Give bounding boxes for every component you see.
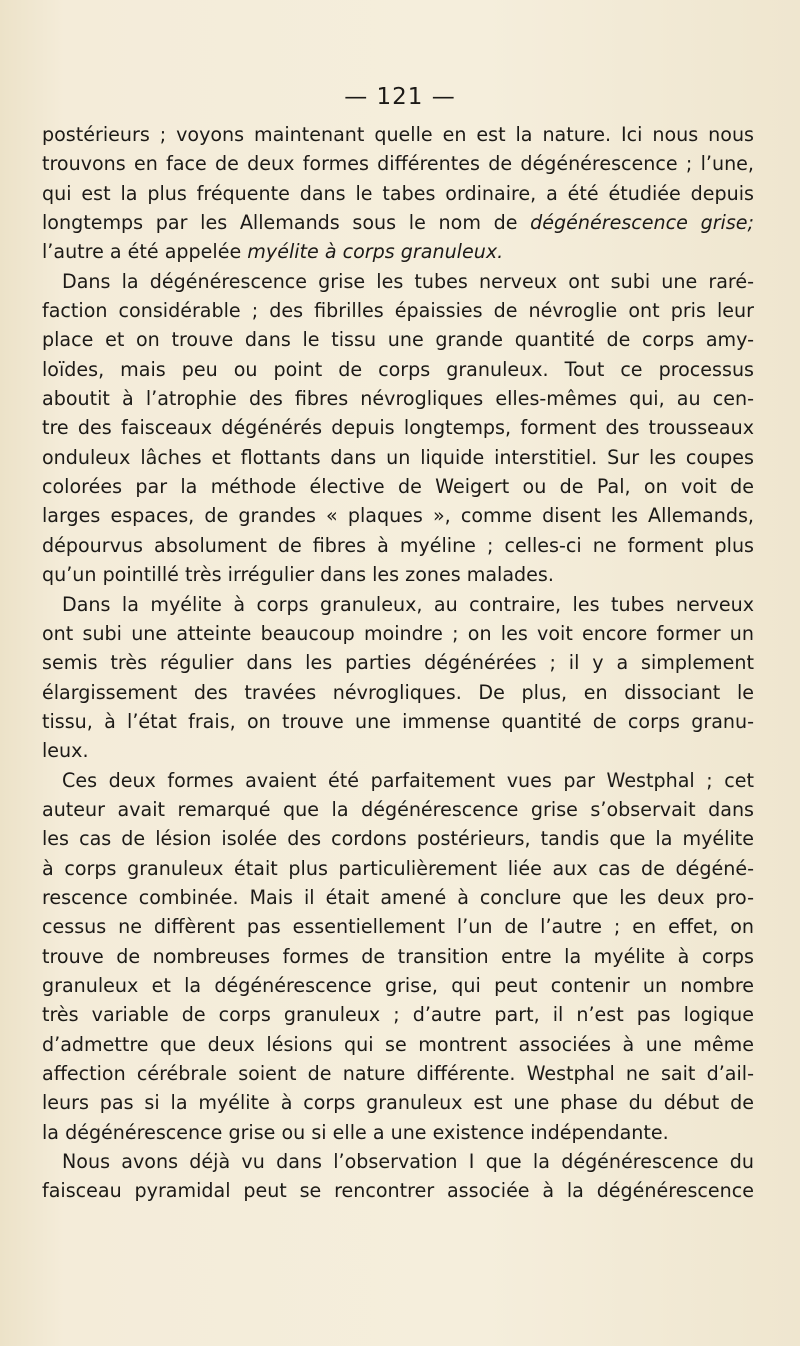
text-line: cessus ne diffèrent pas essentiellement l’un de l’autre ; en effet, on: [42, 915, 754, 939]
text-line: semis très régulier dans les parties dégénérées ; il y a simplement: [42, 651, 754, 675]
text-line: place et on trouve dans le tissu une grande quantité de corps amy-: [42, 328, 754, 352]
text-line: dépourvus absolument de fibres à myéline ; celles-ci ne forment plus: [42, 533, 754, 557]
text-line: aboutit à l’atrophie des fibres névrogliques elles-mêmes qui, au cen-: [42, 387, 754, 411]
text-line: auteur avait remarqué que la dégénérescence grise s’observait dans: [42, 797, 754, 821]
text-line: leux.: [42, 739, 89, 763]
text-line: d’admettre que deux lésions qui se montrent associées à une même: [42, 1032, 754, 1056]
text-line: très variable de corps granuleux ; d’autre part, il n’est pas logique: [42, 1003, 754, 1027]
text-line: Dans la dégénérescence grise les tubes nerveux ont subi une raré-: [62, 269, 754, 293]
text-line: qui est la plus fréquente dans le tabes ordinaire, a été étudiée depuis: [42, 181, 754, 205]
text-line: postérieurs ; voyons maintenant quelle en est la nature. Ici nous nous: [42, 123, 754, 146]
text-line: trouve de nombreuses formes de transition entre la myélite à corps: [42, 944, 754, 968]
text-line: loïdes, mais peu ou point de corps granuleux. Tout ce processus: [42, 357, 754, 381]
text-line: Nous avons déjà vu dans l’observation I que la dégénérescence du: [62, 1150, 754, 1174]
text-line: Dans la myélite à corps granuleux, au contraire, les tubes nerveux: [62, 592, 754, 616]
text-line: faisceau pyramidal peut se rencontrer associée à la dégénérescence: [42, 1179, 754, 1203]
text-line: leurs pas si la myélite à corps granuleux est une phase du début de: [42, 1091, 754, 1115]
text-line: [42, 208, 754, 237]
text-line: ont subi une atteinte beaucoup moindre ; on les voit encore former un: [42, 621, 754, 645]
text-line: trouvons en face de deux formes différentes de dégénérescence ; l’une,: [42, 152, 754, 176]
text-line: Ces deux formes avaient été parfaitement vues par Westphal ; cet: [62, 768, 754, 792]
text-line: tissu, à l’état frais, on trouve une immense quantité de corps granu-: [42, 709, 754, 733]
page-number: — 121 —: [344, 84, 456, 110]
text-line: granuleux et la dégénérescence grise, qui peut contenir un nombre: [42, 973, 754, 997]
text-line: faction considérable ; des fibrilles épaissies de névroglie ont pris leur: [42, 299, 754, 323]
text-segment: l’autre a été appelée: [42, 240, 248, 264]
body-text: [42, 120, 754, 1206]
text-line: tre des faisceaux dégénérés depuis longtemps, forment des trousseaux: [42, 416, 754, 440]
text-line: [42, 237, 754, 266]
text-line: les cas de lésion isolée des cordons postérieurs, tandis que la myélite: [42, 827, 754, 851]
text-segment: longtemps par les Allemands sous le nom de: [42, 211, 531, 235]
text-line: élargissement des travées névrogliques. De plus, en dissociant le: [42, 680, 754, 704]
italic-term: dégénérescence grise;: [530, 211, 754, 235]
text-line: à corps granuleux était plus particulièrement liée aux cas de dégéné-: [42, 856, 754, 880]
text-line: larges espaces, de grandes « plaques », comme disent les Allemands,: [42, 504, 754, 528]
text-line: colorées par la méthode élective de Weigert ou de Pal, on voit de: [42, 475, 754, 499]
text-line: la dégénérescence grise ou si elle a une existence indépendante.: [42, 1120, 669, 1144]
text-line: rescence combinée. Mais il était amené à conclure que les deux pro-: [42, 885, 754, 909]
text-line: affection cérébrale soient de nature différente. Westphal ne sait d’ail-: [42, 1062, 754, 1085]
text-line: qu’un pointillé très irrégulier dans les zones malades.: [42, 563, 554, 587]
italic-term: myélite à corps granuleux.: [247, 240, 504, 264]
text-line: onduleux lâches et flottants dans un liquide interstitiel. Sur les coupes: [42, 445, 754, 469]
